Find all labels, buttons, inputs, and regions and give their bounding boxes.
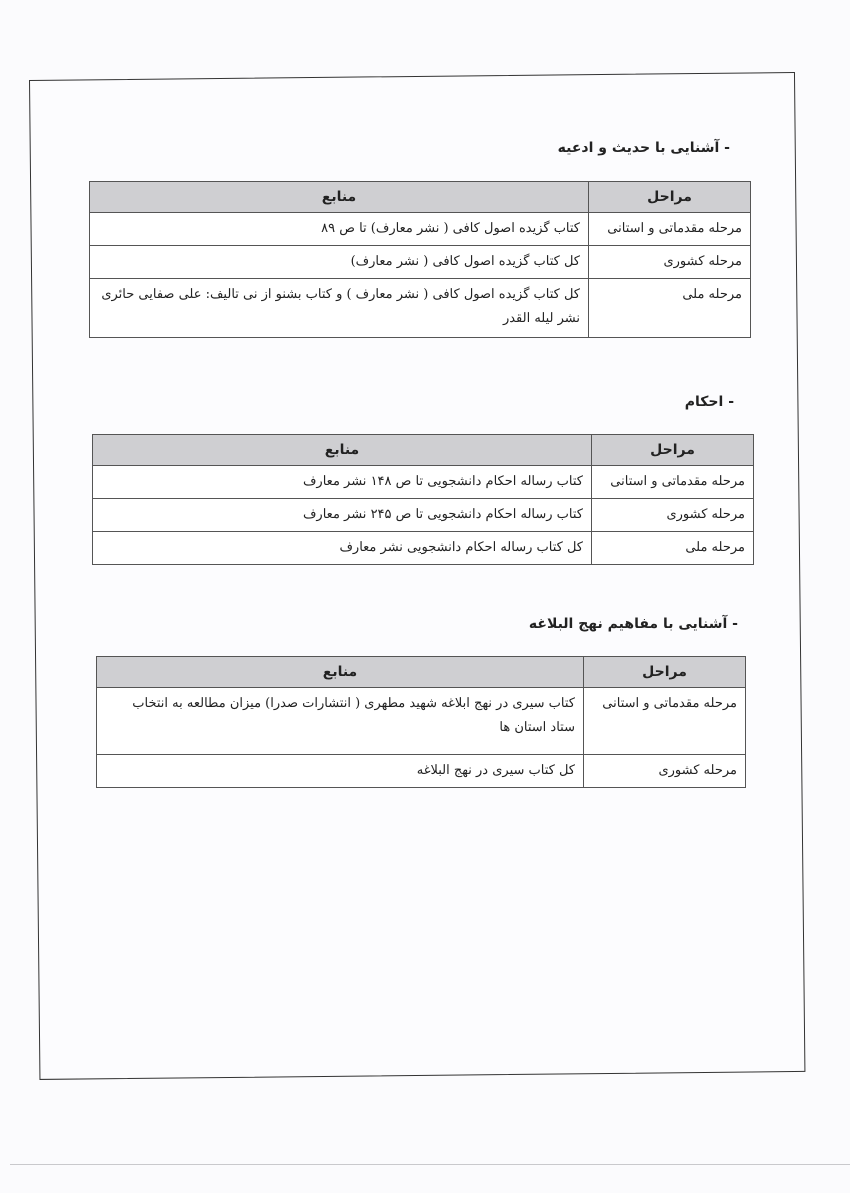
- source-cell: کتاب رساله احکام دانشجویی تا ص ۲۴۵ نشر معارف: [93, 499, 592, 532]
- table-row: [90, 279, 751, 338]
- stage-cell: مرحله مقدماتی و استانی: [584, 688, 746, 755]
- scan-edge-line: [10, 1164, 850, 1165]
- source-cell: کتاب گزیده اصول کافی ( نشر معارف) تا ص ۸۹: [90, 213, 589, 246]
- table-row: [93, 499, 754, 532]
- source-cell: کل کتاب گزیده اصول کافی ( نشر معارف ) و کتاب بشنو از نی تالیف: علی صفایی حائری نشر لیله القدر: [90, 279, 589, 338]
- stage-cell: مرحله کشوری: [584, 755, 746, 788]
- stage-cell: مرحله مقدماتی و استانی: [592, 466, 754, 499]
- source-cell: کل کتاب سیری در نهج البلاغه: [97, 755, 584, 788]
- sources-column-header: منابع: [97, 657, 584, 688]
- table-row: [97, 755, 746, 788]
- sources-column-header: منابع: [90, 182, 589, 213]
- hadith-sources-table: [89, 181, 751, 338]
- stage-cell: مرحله کشوری: [592, 499, 754, 532]
- stage-column-header: مراحل: [584, 657, 746, 688]
- table-row: [93, 532, 754, 565]
- stage-cell: مرحله مقدماتی و استانی: [589, 213, 751, 246]
- source-cell: کل کتاب رساله احکام دانشجویی نشر معارف: [93, 532, 592, 565]
- stage-column-header: مراحل: [589, 182, 751, 213]
- table-header-row: [93, 435, 754, 466]
- table-row: [97, 688, 746, 755]
- stage-cell: مرحله کشوری: [589, 246, 751, 279]
- table-row: [93, 466, 754, 499]
- section-title-nahjolbalagheh: - آشنایی با مفاهیم نهج البلاغه: [528, 616, 738, 632]
- table-row: [90, 213, 751, 246]
- table-header-row: [97, 657, 746, 688]
- stage-cell: مرحله ملی: [592, 532, 754, 565]
- section-title-ahkam: - احکام: [684, 394, 734, 410]
- sources-column-header: منابع: [93, 435, 592, 466]
- source-cell: کل کتاب گزیده اصول کافی ( نشر معارف): [90, 246, 589, 279]
- ahkam-sources-table: [92, 434, 754, 565]
- source-cell: کتاب رساله احکام دانشجویی تا ص ۱۴۸ نشر معارف: [93, 466, 592, 499]
- source-cell: کتاب سیری در نهج ابلاغه شهید مطهری ( انتشارات صدرا) میزان مطالعه به انتخاب ستاد استان ها: [97, 688, 584, 755]
- table-row: [90, 246, 751, 279]
- stage-cell: مرحله ملی: [589, 279, 751, 338]
- nahjolbalagheh-sources-table: [96, 656, 746, 788]
- table-header-row: [90, 182, 751, 213]
- stage-column-header: مراحل: [592, 435, 754, 466]
- section-title-hadith: - آشنایی با حدیث و ادعیه: [557, 140, 730, 156]
